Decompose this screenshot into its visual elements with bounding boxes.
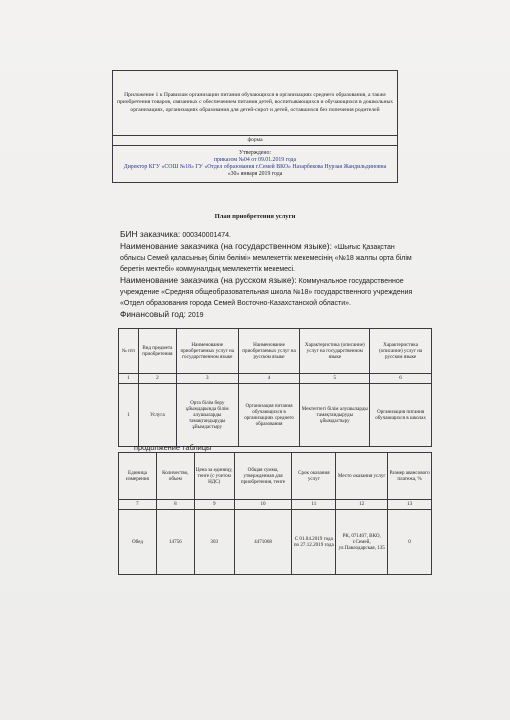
column-number: 4 [238, 374, 300, 384]
cost-table [118, 452, 432, 575]
table-cell: Организация питания обучающихся в школах [370, 384, 432, 447]
table-header-cell: Цена за единицу, тенге (с учетом НДС) [194, 453, 234, 500]
column-number: 6 [370, 374, 432, 384]
column-number: 8 [156, 500, 194, 510]
table-header-cell: Вид предмета приобретения [138, 329, 176, 374]
table-header-cell: Характеристика (описание) услуг на русском языке [370, 329, 432, 374]
table-header-cell: Наименование приобретаемых услуг на государственном языке [176, 329, 238, 374]
continuation-label: продолжение таблицы [134, 443, 212, 452]
column-number: 11 [292, 500, 336, 510]
name-kz-value: «Шығыс Қазақстан облысы Семей қаласының білім бөлімі» мемлекеттік мекемесінің «№18 жалпы орта білім беретін мектебі» коммуналдық мемлекеттік мекемесі. [120, 243, 412, 273]
column-number-row [119, 374, 432, 384]
bin-value: 000340001474. [182, 232, 231, 239]
customer-info [120, 229, 420, 321]
table-header-cell: Количество, объем [156, 453, 194, 500]
table-header-cell: Общая сумма, утвержденная для приобретения, тенге [234, 453, 292, 500]
services-table [118, 328, 432, 447]
table-cell: РК, 071407, ВКО, г.Семей, ул.Павлодарская, 135 [336, 510, 388, 575]
table-header-cell: Место оказания услуг [336, 453, 388, 500]
table-cell: 14756 [156, 510, 194, 575]
table-cell: Услуга [138, 384, 176, 447]
column-number: 2 [138, 374, 176, 384]
approved-label: Утверждено: [239, 149, 271, 156]
approval-block [113, 146, 398, 183]
column-number: 5 [300, 374, 370, 384]
column-number: 7 [119, 500, 157, 510]
form-label: форма [113, 136, 398, 146]
name-ru-label: Наименование заказчика (на русском языке): [120, 274, 297, 285]
column-number: 12 [336, 500, 388, 510]
table-cell: 303 [194, 510, 234, 575]
table-header-cell: Размер авансового платежа, % [388, 453, 432, 500]
table-header-cell: № п/п [119, 329, 139, 374]
table-cell: 4471068 [234, 510, 292, 575]
table-header-cell: Наименование приобретаемых услуг на русском языке [238, 329, 300, 374]
column-number: 1 [119, 374, 139, 384]
column-number: 3 [176, 374, 238, 384]
table-header-cell: Срок оказания услуг [292, 453, 336, 500]
table-header-cell: Характеристика (описание) услуг на государственном языке [300, 329, 370, 374]
table-header-row [119, 453, 432, 500]
table-header-row [119, 329, 432, 374]
plan-title: План приобретения услуги [214, 213, 296, 220]
column-number-row [119, 500, 432, 510]
table-cell: 0 [388, 510, 432, 575]
approval-director: Директор КГУ «СОШ №18» ГУ «Отдел образования г.Семей ВКО» Назарбекова Нурзая Жандильдиновна [123, 164, 387, 170]
table-row [119, 384, 432, 447]
fin-year-label: Финансовый год: [120, 308, 186, 319]
approval-date: «30» января 2019 года [227, 171, 283, 178]
table-cell: Орта білім беру ұйымдарында білім алушыларды тамақтандыруды ұйымдастыру [176, 384, 238, 447]
table-cell: С 01.04.2019 года по 27.12.2019 года [292, 510, 336, 575]
table-cell: Обед [119, 510, 157, 575]
column-number: 9 [194, 500, 234, 510]
column-number: 10 [234, 500, 292, 510]
appendix-text: Приложение 1 к Правилам организации питания обучающихся в организациях среднего образования, а также приобретения товаров, связанных с обеспечением питания детей, воспитывающихся и обучающихся в дошкольных организациях, организациях образования для детей-сирот и детей, оставшихся без попечения родителей [113, 71, 398, 136]
table-row [119, 510, 432, 575]
table-cell: Мектептегі білім алушыларды тамақтандыруды ұйымдастыру [300, 384, 370, 447]
fin-year-value: 2019 [188, 311, 204, 319]
name-ru-value: Коммунальное государственное учреждение «Средняя общеобразовательная школа №18» государственного учреждения «Отдел образования города Семей Восточно-Казахстанской области». [120, 277, 413, 307]
appendix-table [112, 70, 398, 183]
table-header-cell: Единица измерения [119, 453, 157, 500]
bin-label: БИН заказчика: [120, 229, 181, 239]
column-number: 13 [388, 500, 432, 510]
table-cell: 1 [119, 384, 139, 447]
approval-order: приказом №04 от 09.01.2019 года [213, 156, 297, 163]
name-kz-label: Наименование заказчика (на государственном языке): [120, 240, 332, 251]
table-cell: Организация питания обучающихся в организациях среднего образования [238, 384, 300, 447]
